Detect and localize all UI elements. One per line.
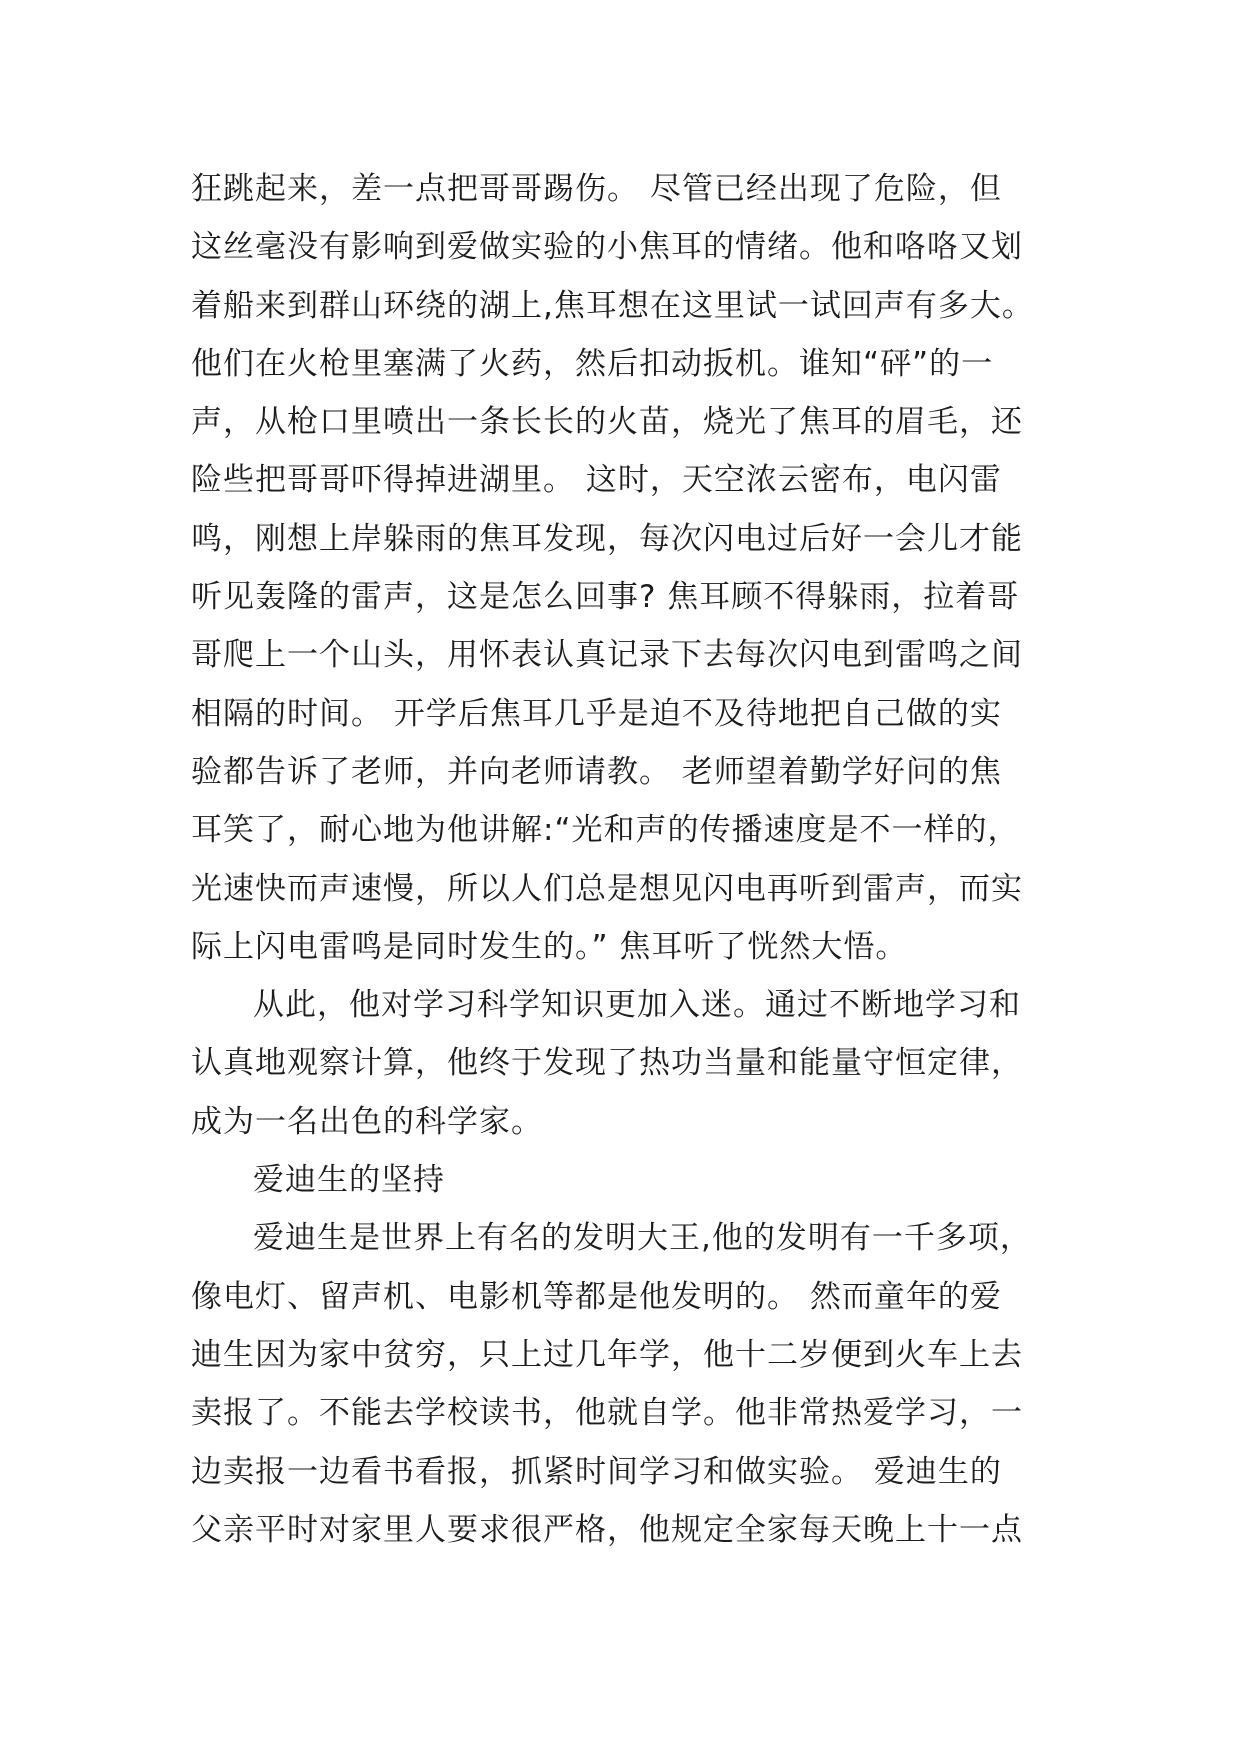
text-line: 验都告诉了老师，并向老师请教。 老师望着勤学好问的焦 — [191, 753, 1002, 790]
text-line: 卖报了。不能去学校读书，他就自学。他非常热爱学习，一 — [191, 1395, 1023, 1432]
text-line: 这丝毫没有影响到爱做实验的小焦耳的情绪。他和咯咯又划 — [191, 229, 1023, 266]
text-line: 耳笑了，耐心地为他讲解:“光和声的传播速度是不一样的， — [191, 812, 1020, 849]
document-body — [191, 160, 1091, 1559]
text-line: 成为一名出色的科学家。 — [191, 1103, 543, 1140]
text-line: 声，从枪口里喷出一条长长的火苗，烧光了焦耳的眉毛，还 — [191, 404, 1023, 441]
paragraph-start-line: 爱迪生是世界上有名的发明大王,他的发明有一千多项， — [253, 1220, 1032, 1257]
text-line: 着船来到群山环绕的湖上,焦耳想在这里试一试回声有多大。 — [191, 287, 1034, 324]
text-line: 哥爬上一个山头，用怀表认真记录下去每次闪电到雷鸣之间 — [191, 637, 1023, 674]
text-line: 光速快而声速慢，所以人们总是想见闪电再听到雷声，而实 — [191, 870, 1023, 907]
text-line: 鸣，刚想上岸躲雨的焦耳发现，每次闪电过后好一会儿才能 — [191, 520, 1023, 557]
text-line: 父亲平时对家里人要求很严格，他规定全家每天晚上十一点 — [191, 1511, 1023, 1548]
text-line: 边卖报一边看书看报，抓紧时间学习和做实验。 爱迪生的 — [191, 1453, 1002, 1490]
section-title: 爱迪生的坚持 — [253, 1162, 445, 1199]
text-line: 险些把哥哥吓得掉进湖里。 这时，天空浓云密布，电闪雷 — [191, 462, 1002, 499]
text-line: 际上闪电雷鸣是同时发生的。” 焦耳听了恍然大悟。 — [191, 928, 908, 965]
text-line: 迪生因为家中贫穷，只上过几年学，他十二岁便到火车上去 — [191, 1336, 1023, 1373]
text-line: 像电灯、留声机、电影机等都是他发明的。 然而童年的爱 — [191, 1278, 1002, 1315]
text-line: 相隔的时间。 开学后焦耳几乎是迫不及待地把自己做的实 — [191, 695, 1002, 732]
text-line: 狂跳起来，差一点把哥哥踢伤。 尽管已经出现了危险，但 — [191, 171, 1002, 207]
paragraph-start-line: 从此，他对学习科学知识更加入迷。通过不断地学习和 — [253, 987, 1021, 1024]
text-line: 认真地观察计算，他终于发现了热功当量和能量守恒定律， — [191, 1045, 1023, 1082]
text-line: 他们在火枪里塞满了火药，然后扣动扳机。谁知“砰”的一 — [191, 345, 994, 382]
text-line: 听见轰隆的雷声，这是怎么回事? 焦耳顾不得躲雨，拉着哥 — [191, 579, 1020, 616]
